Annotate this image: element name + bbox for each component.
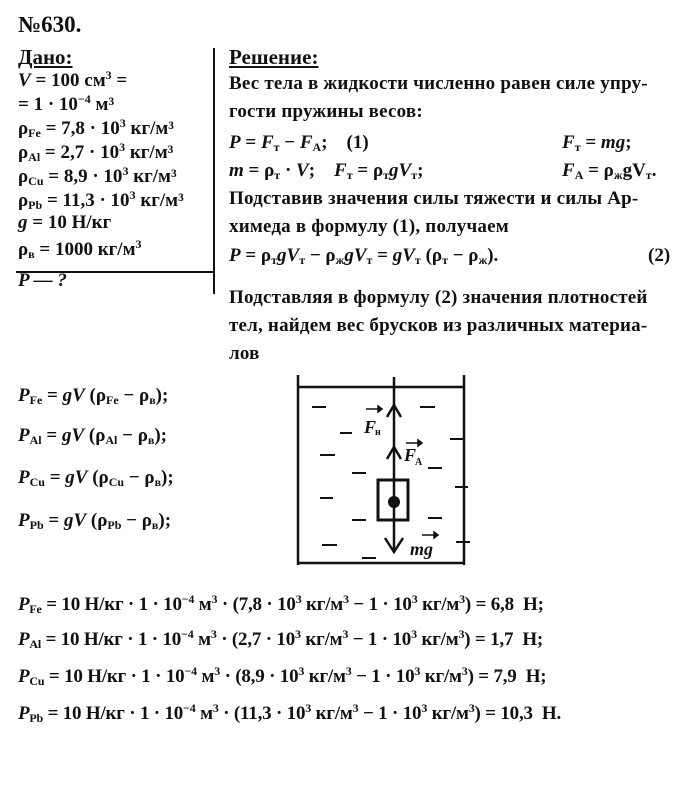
formula-1: $P = F_т - F_А$; (1) xyxy=(229,132,369,154)
svg-text:н: н xyxy=(375,427,381,438)
svg-text:А: А xyxy=(415,457,423,468)
given-value: $\rho_{Fe} = 7,8 \cdot 10^3$ кг/м³ xyxy=(18,116,174,140)
calculation-cu: $P_{Cu} = 10$ $Н/кг \cdot 1 \cdot 10^{-4}$ $м^3 \cdot (8,9 \cdot 10^3$ $кг/м^3 - 1 \cdot 10^3$ $кг/м^3) = 7,9$ Н; xyxy=(18,664,547,688)
solution-heading: Решение: xyxy=(229,45,319,69)
solution-text-line: тел, найдем вес брусков из различных материа- xyxy=(229,315,648,336)
given-value: $\rho_в = 1000$ $кг/м^3$ xyxy=(18,237,142,261)
solution-text-line: химеда в формулу (1), получаем xyxy=(229,216,509,237)
gravity-label: mg xyxy=(410,539,434,559)
weight-formula-fe: $P_{Fe}$ = gV $(\rho_{Fe} - \rho_в)$; xyxy=(18,385,169,407)
formula-gravity: $F_т$ = mg; xyxy=(562,132,632,154)
formula-archimedes: $F_А = \rho_жgV_т$. xyxy=(562,160,657,182)
given-heading: Дано: xyxy=(18,45,73,69)
solution-text-line: Подставив значения силы тяжести и силы Ар- xyxy=(229,188,639,209)
calculation-al: $P_{Al} = 10$ $Н/кг \cdot 1 \cdot 10^{-4}$ $м^3 \cdot (2,7 \cdot 10^3$ $кг/м^3 - 1 \cdot 10^3$ $кг/м^3) = 1,7$ Н; xyxy=(18,627,544,651)
solution-text-line: Вес тела в жидкости численно равен силе упру- xyxy=(229,73,648,94)
find-quantity: P — ? xyxy=(18,270,67,291)
spring-force-label: F xyxy=(364,417,377,437)
weight-formula-pb: $P_{Pb}$ = gV $(\rho_{Pb} - \rho_в)$; xyxy=(18,510,172,532)
center-of-mass-icon xyxy=(388,496,400,508)
formula-2-label: (2) xyxy=(648,245,671,266)
formula-2: $P = \rho_тgV_т - \rho_жgV_т = gV_т$ $(\rho_т - \rho_ж)$. xyxy=(229,245,499,267)
given-value: $\rho_{Pb} = 11,3 \cdot 10^3$ кг/м³ xyxy=(18,188,184,212)
vertical-divider xyxy=(213,48,215,294)
archimedes-force-label: F xyxy=(404,445,417,465)
solution-text-line: лов xyxy=(229,343,260,364)
weight-formula-al: $P_{Al}$ = gV $(\rho_{Al} - \rho_в)$; xyxy=(18,425,168,447)
calculation-pb: $P_{Pb} = 10$ $Н/кг \cdot 1 \cdot 10^{-4}$ $м^3 \cdot (11,3 \cdot 10^3$ $кг/м^3 - 1 \cdot 10^3$ $кг/м^3) = 10,3$ Н. xyxy=(18,701,562,725)
given-value: g = 10 Н/кг xyxy=(18,212,112,233)
formula-mass: $m = \rho_т \cdot V$; $F_т = \rho_тgV_т$; xyxy=(229,160,424,182)
given-value: V = 100 $см^3$ = xyxy=(18,68,128,91)
water-dashes-icon xyxy=(312,407,470,558)
solution-text-line: гости пружины весов: xyxy=(229,101,423,122)
weight-formula-cu: $P_{Cu}$ = gV $(\rho_{Cu} - \rho_в)$; xyxy=(18,467,174,489)
given-value: = $1 \cdot 10^{-4}$ м³ xyxy=(18,92,115,115)
solution-text-line: Подставляя в формулу (2) значения плотностей xyxy=(229,287,648,308)
vessel-icon xyxy=(298,375,464,565)
given-value: $\rho_{Al} = 2,7 \cdot 10^3$ кг/м³ xyxy=(18,140,174,164)
problem-number: №630. xyxy=(18,12,82,37)
calculation-fe: $P_{Fe} = 10$ $Н/кг \cdot 1 \cdot 10^{-4}$ $м^3 \cdot (7,8 \cdot 10^3$ $кг/м^3 - 1 \cdot 10^3$ $кг/м^3) = 6,8$ Н; xyxy=(18,592,544,616)
given-value: $\rho_{Cu} = 8,9 \cdot 10^3$ кг/м³ xyxy=(18,164,177,188)
force-diagram xyxy=(290,375,470,565)
force-line-icon xyxy=(385,377,403,552)
